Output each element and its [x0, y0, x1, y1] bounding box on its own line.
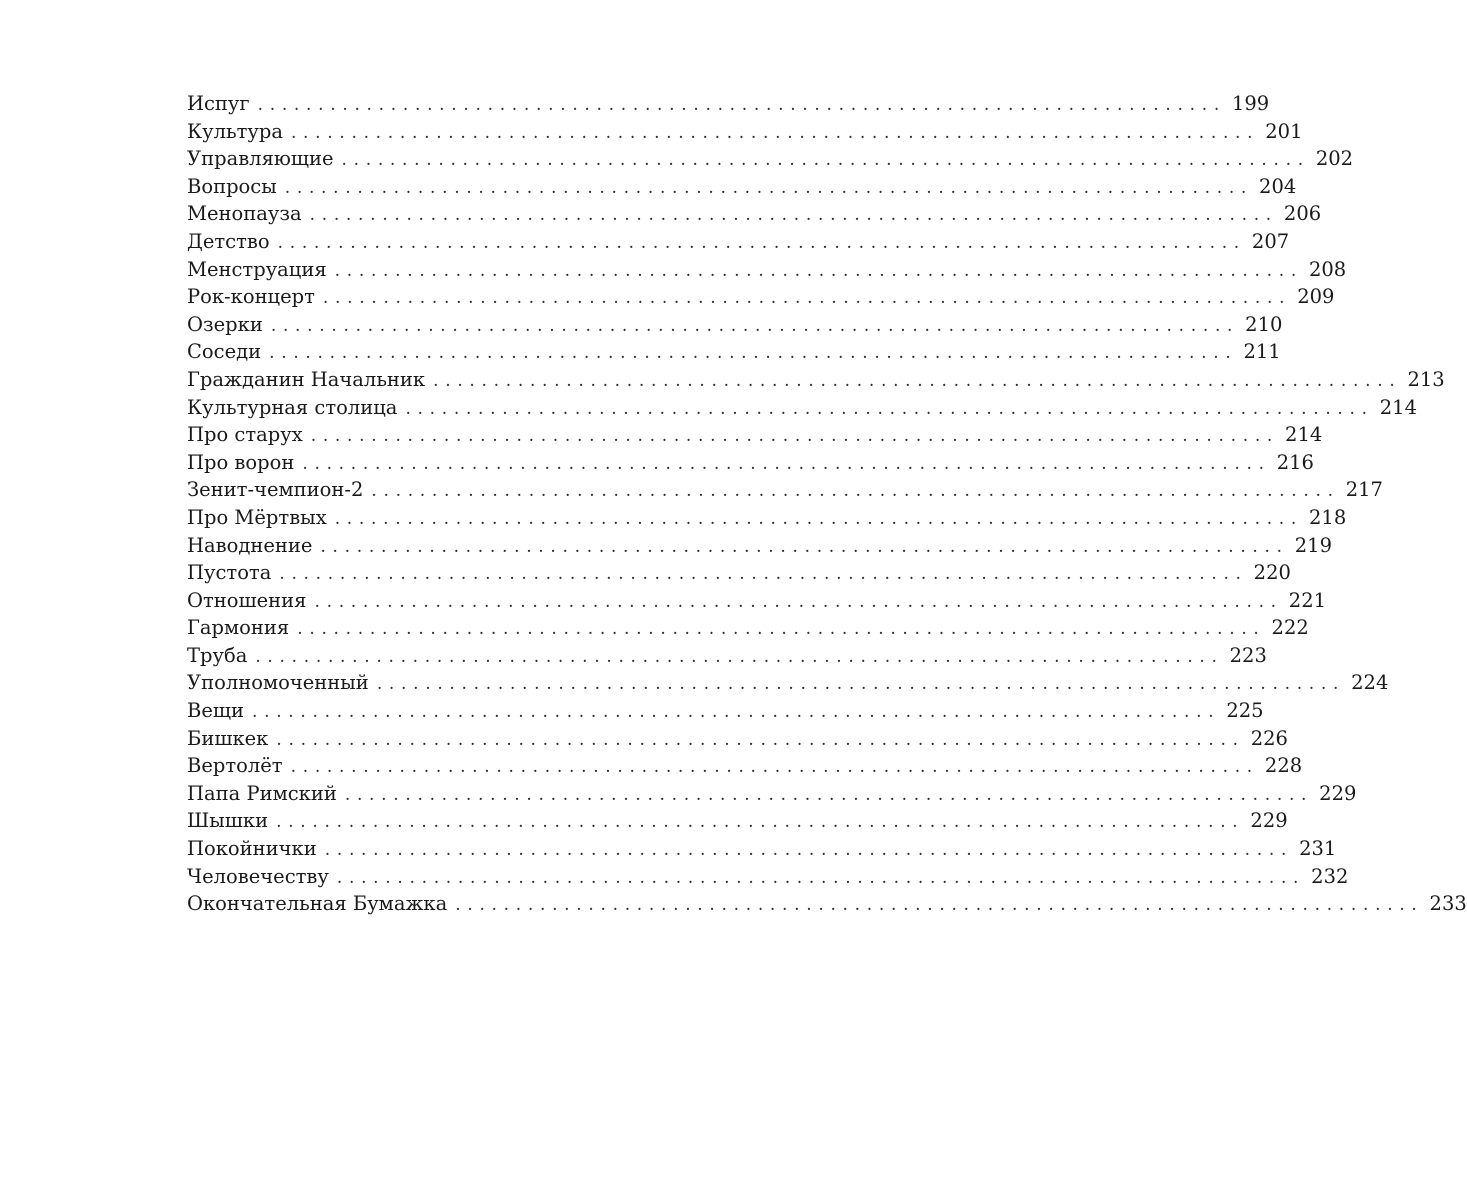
- toc-entry: [187, 835, 1337, 863]
- toc-entry-title: Папа Римский: [187, 781, 337, 805]
- toc-entry: [187, 228, 1290, 256]
- toc-entry-title: Управляющие: [187, 147, 334, 171]
- toc-entry-page-number: 201: [1265, 119, 1303, 143]
- toc-entry: [187, 476, 1383, 504]
- toc-entry: [187, 200, 1322, 228]
- toc-entry: [187, 697, 1264, 725]
- toc-entry: [187, 173, 1297, 201]
- toc-entry-page-number: 211: [1243, 340, 1281, 364]
- toc-entry: [187, 752, 1303, 780]
- toc-entry-title: Бишкек: [187, 726, 269, 750]
- toc-entry-title: Покойнички: [187, 837, 317, 861]
- toc-entry-title: Про старух: [187, 423, 303, 447]
- toc-dot-leader: ................................................................................: [309, 205, 1278, 226]
- toc-entry-page-number: 220: [1253, 561, 1291, 585]
- toc-entry-title: Труба: [187, 643, 248, 667]
- toc-dot-leader: ................................................................................: [334, 260, 1303, 281]
- toc-entry-page-number: 218: [1309, 505, 1347, 529]
- toc-entry-page-number: 209: [1297, 285, 1335, 309]
- toc-entry: [187, 780, 1357, 808]
- toc-dot-leader: ................................................................................: [257, 95, 1226, 115]
- toc-entry-page-number: 224: [1351, 671, 1389, 695]
- toc-dot-leader: ................................................................................: [277, 232, 1246, 253]
- toc-entry-page-number: 219: [1294, 533, 1332, 557]
- toc-dot-leader: ................................................................................: [341, 150, 1310, 171]
- toc-entry-page-number: 202: [1315, 147, 1354, 171]
- toc-entry: [187, 256, 1347, 284]
- toc-entry-page-number: 228: [1264, 754, 1303, 778]
- toc-entry: [187, 669, 1389, 697]
- toc-dot-leader: ................................................................................: [279, 564, 1248, 585]
- toc-dot-leader: ................................................................................: [405, 398, 1374, 419]
- toc-entry-title: Культурная столица: [187, 395, 398, 419]
- toc-entry-title: Шышки: [187, 809, 269, 833]
- toc-entry-title: Вопросы: [187, 174, 277, 198]
- toc-dot-leader: ................................................................................: [455, 895, 1424, 916]
- toc-entry-title: Детство: [187, 229, 270, 253]
- toc-dot-leader: ................................................................................: [322, 288, 1292, 309]
- toc-entry-page-number: 208: [1308, 257, 1347, 281]
- toc-entry: [187, 394, 1417, 422]
- toc-entry: [187, 863, 1349, 891]
- toc-dot-leader: ................................................................................: [284, 177, 1254, 198]
- toc-entry-title: Менструация: [187, 257, 327, 281]
- toc-entry: [187, 311, 1283, 339]
- toc-entry: [187, 421, 1323, 449]
- toc-entry-title: Менопауза: [187, 202, 302, 226]
- toc-dot-leader: ................................................................................: [320, 536, 1289, 557]
- toc-entry-title: Соседи: [187, 340, 262, 364]
- toc-entry-page-number: 233: [1429, 892, 1467, 916]
- toc-entry-title: Испуг: [187, 92, 250, 115]
- toc-entry: [187, 366, 1445, 394]
- toc-entry: [187, 532, 1332, 560]
- toc-dot-leader: ................................................................................: [310, 426, 1280, 447]
- toc-entry-title: Вещи: [187, 699, 244, 723]
- toc-entry: [187, 807, 1288, 835]
- toc-entry-title: Про Мёртвых: [187, 505, 327, 529]
- toc-entry-page-number: 223: [1229, 643, 1267, 667]
- toc-entry: [187, 118, 1303, 146]
- toc-entry-page-number: 229: [1250, 809, 1288, 833]
- toc-entry-title: Вертолёт: [187, 754, 283, 778]
- toc-entry-title: Зенит-чемпион-2: [187, 478, 364, 502]
- toc-entry-page-number: 207: [1251, 229, 1290, 253]
- toc-dot-leader: ................................................................................: [344, 784, 1314, 805]
- toc-entry-title: Озерки: [187, 312, 263, 336]
- toc-dot-leader: ................................................................................: [302, 453, 1271, 474]
- toc-entry-title: Гармония: [187, 616, 290, 640]
- toc-entry-page-number: 199: [1231, 92, 1270, 115]
- toc-entry-title: Гражданин Начальник: [187, 367, 426, 391]
- toc-entry: [187, 338, 1281, 366]
- toc-entry: [187, 890, 1467, 918]
- toc-entry: [187, 449, 1314, 477]
- toc-entry-page-number: 216: [1276, 450, 1314, 474]
- toc-entry-page-number: 231: [1299, 837, 1337, 861]
- toc-entry-title: Пустота: [187, 561, 272, 585]
- toc-dot-leader: ................................................................................: [276, 729, 1245, 750]
- toc-entry-page-number: 225: [1226, 699, 1264, 723]
- toc-entry: [187, 614, 1309, 642]
- toc-entry-page-number: 214: [1285, 423, 1323, 447]
- toc-dot-leader: ................................................................................: [314, 591, 1283, 612]
- toc-dot-leader: ................................................................................: [324, 840, 1294, 861]
- toc-entry-page-number: 222: [1271, 616, 1309, 640]
- toc-dot-leader: ................................................................................: [376, 674, 1346, 695]
- toc-entry-title: Уполномоченный: [187, 671, 369, 695]
- toc-dot-leader: ................................................................................: [336, 867, 1306, 888]
- toc-entry-page-number: 213: [1407, 367, 1445, 391]
- toc-dot-leader: ................................................................................: [270, 315, 1240, 336]
- toc-entry-page-number: 204: [1259, 174, 1297, 198]
- toc-dot-leader: ................................................................................: [269, 343, 1238, 364]
- toc-entry: [187, 642, 1267, 670]
- toc-entry-title: Про ворон: [187, 450, 295, 474]
- toc-entry-title: Культура: [187, 119, 283, 143]
- toc-dot-leader: ................................................................................: [433, 370, 1402, 391]
- toc-entry-title: Рок-концерт: [187, 285, 315, 309]
- toc-entry: [187, 559, 1291, 587]
- toc-entry-title: Человечеству: [187, 864, 329, 888]
- toc-entry-page-number: 206: [1283, 202, 1322, 226]
- toc-entry-page-number: 210: [1245, 312, 1283, 336]
- toc-entry: [187, 504, 1347, 532]
- toc-entry: [187, 725, 1288, 753]
- toc-entry: [187, 145, 1354, 173]
- toc-dot-leader: ................................................................................: [371, 481, 1340, 502]
- toc-entry-page-number: 229: [1319, 781, 1357, 805]
- toc-dot-leader: ................................................................................: [334, 508, 1304, 529]
- toc-dot-leader: ................................................................................: [252, 702, 1221, 723]
- table-of-contents: [187, 90, 1467, 918]
- toc-entry-title: Окончательная Бумажка: [187, 892, 448, 916]
- toc-dot-leader: ................................................................................: [290, 757, 1259, 778]
- toc-entry-page-number: 217: [1345, 478, 1383, 502]
- toc-entry-title: Отношения: [187, 588, 307, 612]
- toc-entry-title: Наводнение: [187, 533, 313, 557]
- toc-dot-leader: ................................................................................: [290, 122, 1260, 143]
- toc-entry-page-number: 232: [1311, 864, 1349, 888]
- toc-dot-leader: ................................................................................: [297, 619, 1266, 640]
- toc-entry: [187, 90, 1270, 118]
- toc-entry: [187, 283, 1335, 311]
- toc-dot-leader: ................................................................................: [255, 646, 1224, 667]
- toc-entry-page-number: 226: [1250, 726, 1288, 750]
- toc-dot-leader: ................................................................................: [276, 812, 1245, 833]
- toc-entry: [187, 587, 1327, 615]
- toc-entry-page-number: 214: [1379, 395, 1417, 419]
- toc-entry-page-number: 221: [1288, 588, 1327, 612]
